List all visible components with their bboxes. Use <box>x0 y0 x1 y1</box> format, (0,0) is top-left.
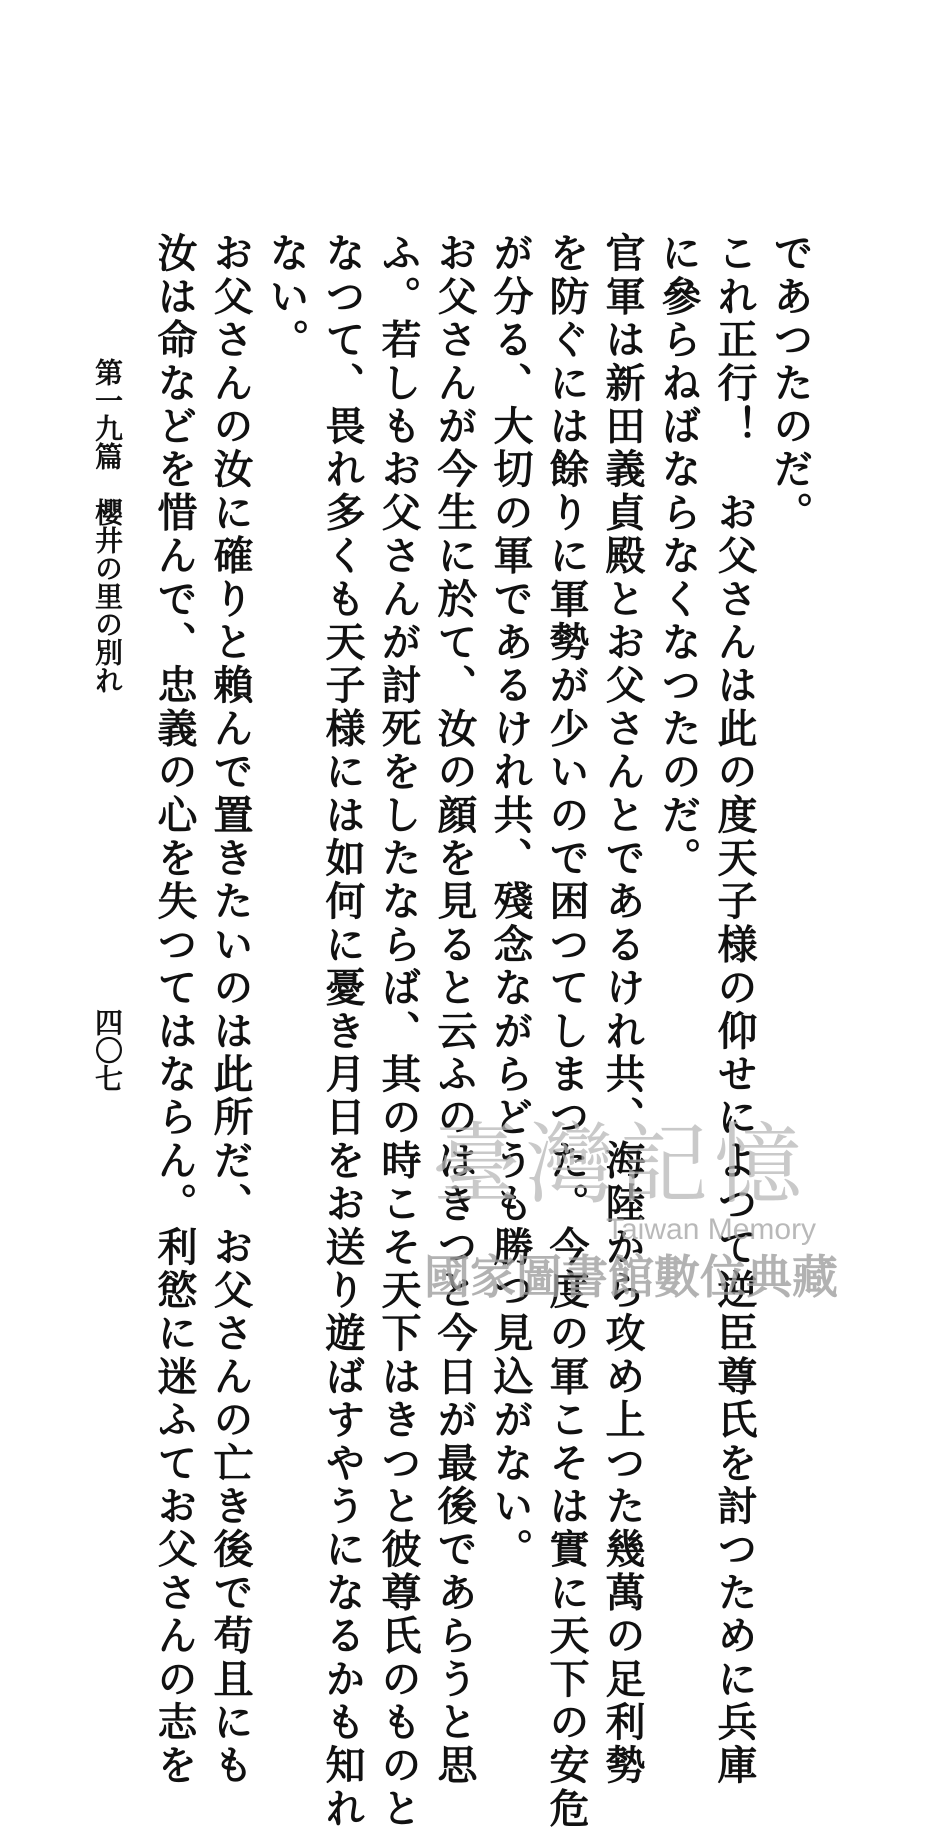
page-number: 四〇七 <box>91 1008 124 1092</box>
text-column-6: が分る、大切の軍であるけれ共、殘念ながらどうも勝つ見込がない。 <box>487 232 534 1572</box>
running-head: 第一九篇 櫻井の里の別れ <box>91 358 124 694</box>
watermark-brand-en: Taiwan Memory <box>606 1213 817 1246</box>
text-column-7: お父さんが今生に於て、汝の顔を見ると云ふのはきつと今日が最後であらうと思 <box>431 232 478 1788</box>
watermark-brand: 臺灣記憶 <box>432 1113 809 1216</box>
text-column-8: ふ。若しもお父さんが討死をしたならば、其の時こそ天下はきつと彼尊氏のものと <box>375 232 422 1830</box>
text-column-10: ない。 <box>263 232 310 362</box>
watermark-library: 國家圖書館數位典藏 <box>424 1250 838 1304</box>
text-column-1: であつたのだ。 <box>767 232 814 535</box>
text-column-3: に參らねばならなくなつたのだ。 <box>655 232 702 880</box>
text-column-12: 汝は命などを惜んで、忠義の心を失つてはならん。利慾に迷ふてお父さんの志を <box>151 232 198 1788</box>
text-column-2: これ正行！ お父さんは此の度天子様の仰せによつて逆臣尊氏を討つために兵庫 <box>711 232 758 1788</box>
text-column-5: を防ぐには餘りに軍勢が少いので困つてしまつた。今度の軍こそは實に天下の安危 <box>543 232 590 1830</box>
text-column-11: お父さんの汝に確りと賴んで置きたいのは此所だ、お父さんの亡き後で苟且にも <box>207 232 254 1788</box>
text-column-4: 官軍は新田義貞殿とお父さんとであるけれ共、海陸から攻め上つた幾萬の足利勢 <box>599 232 646 1788</box>
text-column-9: なつて、畏れ多くも天子様には如何に憂き月日をお送り遊ばすやうになるかも知れ <box>319 232 366 1830</box>
